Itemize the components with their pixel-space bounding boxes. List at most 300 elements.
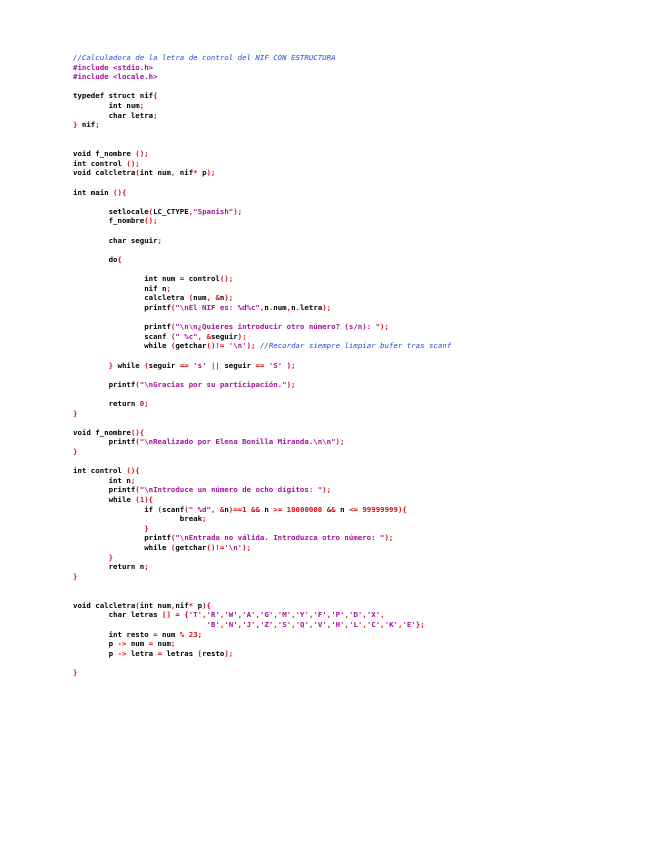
code-punctuation: ( — [148, 206, 154, 216]
code-line — [73, 149, 633, 159]
code-text: int num — [139, 600, 171, 610]
code-punctuation: ( — [157, 504, 162, 514]
code-number: 10000000 — [286, 504, 323, 514]
code-text: num — [126, 639, 149, 649]
code-text: if — [73, 504, 158, 514]
code-punctuation: ( — [170, 331, 176, 341]
code-punctuation: } — [73, 668, 78, 677]
code-text: void f_nombre — [73, 427, 131, 437]
code-line — [73, 457, 633, 467]
code-punctuation: (){ — [126, 466, 140, 476]
code-text: printf — [73, 533, 171, 543]
code-text: seguir — [219, 360, 256, 370]
code-text: printf — [73, 437, 136, 447]
code-punctuation: ); — [380, 322, 389, 332]
code-punctuation: ); — [224, 293, 234, 303]
code-punctuation: (); — [144, 216, 158, 226]
code-text: num — [157, 629, 180, 639]
code-string: 'D' — [349, 610, 363, 620]
code-punctuation: [ — [197, 648, 203, 658]
code-string: "\nEl NIF es: %d%c" — [175, 302, 260, 312]
code-string: 'E' — [402, 619, 416, 629]
code-punctuation: } — [73, 571, 78, 581]
code-text: scanf — [73, 331, 171, 341]
code-line — [73, 437, 633, 447]
code-line — [73, 82, 633, 92]
code-string: 'Y' — [295, 610, 309, 620]
code-punctuation: , — [362, 610, 367, 620]
code-text: nif — [175, 600, 189, 610]
code-punctuation: , — [291, 619, 296, 629]
code-text: printf — [73, 302, 171, 312]
code-punctuation: ( — [135, 379, 140, 389]
code-punctuation: ); — [286, 360, 296, 370]
code-line — [73, 101, 633, 111]
code-text: setlocale — [73, 206, 149, 216]
code-punctuation: , — [219, 610, 225, 620]
code-text: char letra — [73, 110, 154, 120]
code-line — [73, 658, 633, 668]
code-punctuation: ); — [322, 302, 332, 312]
code-punctuation: ); — [246, 341, 256, 351]
code-string: 'F' — [313, 610, 327, 620]
code-punctuation: )== — [228, 504, 243, 514]
code-punctuation: ; — [139, 101, 145, 111]
code-punctuation: ; — [166, 283, 171, 293]
code-punctuation: , — [273, 610, 278, 620]
code-punctuation: = — [153, 629, 158, 639]
code-punctuation: , — [237, 610, 243, 620]
code-punctuation: ; — [197, 629, 203, 639]
code-line — [73, 399, 633, 409]
code-text: int control — [73, 466, 127, 476]
code-string: "\nRealizado por Elena Bonilla Miranda.\n\n" — [139, 437, 336, 447]
code-punctuation: & — [206, 331, 211, 341]
code-line — [73, 188, 633, 198]
code-string: 'C' — [366, 619, 381, 629]
code-punctuation: -> — [117, 648, 127, 658]
code-text: while — [73, 341, 171, 351]
code-punctuation: ()!= — [206, 543, 225, 553]
code-text: char seguir — [73, 235, 158, 245]
code-punctuation: , — [326, 619, 332, 629]
code-string: 'K' — [384, 619, 398, 629]
code-punctuation: } — [73, 360, 114, 370]
code-line — [73, 572, 633, 582]
code-line — [73, 476, 633, 486]
code-line — [73, 418, 633, 428]
code-document — [73, 53, 633, 678]
code-punctuation: && — [326, 504, 336, 514]
code-text: while — [113, 360, 145, 370]
code-punctuation: == — [255, 360, 265, 370]
code-string: 'G' — [259, 610, 274, 620]
code-string: 'B' — [206, 619, 220, 629]
code-line — [73, 524, 633, 534]
code-line — [73, 284, 633, 294]
code-text: do — [73, 254, 118, 264]
code-line — [73, 139, 633, 149]
code-line — [73, 601, 633, 611]
code-string: 'T' — [188, 610, 203, 620]
code-line — [73, 562, 633, 572]
code-line — [73, 255, 633, 265]
code-punctuation: , — [170, 168, 176, 178]
code-text: control — [184, 274, 220, 284]
code-punctuation: ( — [188, 293, 194, 303]
code-punctuation: ); — [242, 543, 252, 553]
code-text: nif n — [73, 283, 167, 293]
code-line — [73, 72, 633, 82]
code-punctuation: } — [73, 446, 78, 456]
code-punctuation: , — [237, 619, 243, 629]
code-punctuation: ; — [170, 639, 176, 649]
code-punctuation: -> — [117, 639, 127, 649]
code-text — [73, 620, 207, 629]
code-text: break — [73, 514, 203, 524]
code-text: p — [73, 648, 118, 658]
code-punctuation: * — [188, 600, 194, 610]
code-punctuation: , — [197, 331, 203, 341]
code-punctuation: ){ — [144, 495, 154, 505]
code-text: letra — [299, 302, 323, 312]
code-number: 1 — [139, 495, 145, 505]
code-punctuation: , — [291, 610, 296, 620]
code-punctuation: , — [380, 619, 385, 629]
code-punctuation: , — [170, 600, 176, 610]
code-punctuation: && — [251, 504, 260, 514]
code-text: resto — [202, 648, 225, 658]
code-number: 99999999 — [362, 504, 398, 514]
code-line — [73, 245, 633, 255]
code-line — [73, 293, 633, 303]
code-string: 'Z' — [259, 619, 274, 629]
code-comment: //Recordar siempre limpiar bufer tras scanf — [259, 341, 452, 351]
code-line — [73, 505, 633, 515]
code-text: void calcletra — [73, 168, 136, 178]
code-punctuation: (); — [135, 149, 149, 159]
code-line — [73, 207, 633, 217]
code-punctuation: ); — [335, 437, 345, 447]
code-punctuation: & — [215, 293, 220, 303]
code-string: 'S' — [268, 360, 283, 370]
code-punctuation: } — [73, 408, 78, 418]
code-punctuation: ( — [184, 504, 189, 514]
code-text: while — [73, 543, 171, 553]
code-punctuation: & — [219, 504, 225, 514]
code-punctuation: ); — [384, 533, 394, 543]
code-punctuation: ( — [135, 168, 140, 178]
code-punctuation: } — [73, 523, 149, 533]
code-line — [73, 130, 633, 140]
code-text: int n — [73, 475, 131, 485]
code-string: "Spanish" — [193, 206, 234, 216]
code-text: letra — [126, 648, 158, 658]
code-text: return n — [73, 562, 145, 572]
code-string: 'M' — [277, 610, 292, 620]
code-line — [73, 649, 633, 659]
code-text: return — [73, 398, 140, 408]
code-line — [73, 582, 633, 592]
code-text: while — [73, 495, 136, 505]
code-line — [73, 111, 633, 121]
code-string: '\n' — [228, 341, 247, 351]
code-line — [73, 514, 633, 524]
code-punctuation: , — [255, 619, 260, 629]
code-string: 'Q' — [295, 619, 309, 629]
code-punctuation: , — [380, 610, 385, 620]
code-punctuation: ( — [170, 533, 176, 543]
code-punctuation: , — [286, 302, 292, 312]
code-punctuation: % — [179, 629, 185, 639]
code-punctuation: . — [295, 302, 300, 312]
code-string: 'X' — [366, 610, 381, 620]
code-text: int resto — [73, 629, 154, 639]
code-text: n — [219, 293, 225, 303]
code-text: letras — [162, 648, 198, 658]
code-line — [73, 168, 633, 178]
code-punctuation: ); — [322, 485, 332, 495]
code-text: calcletra — [73, 293, 189, 303]
code-number: 1 — [242, 504, 247, 514]
code-line — [73, 197, 633, 207]
code-punctuation: <= — [348, 504, 358, 514]
code-line — [73, 485, 633, 495]
code-string: '\n' — [224, 543, 243, 553]
code-text: typedef struct nif — [73, 91, 154, 101]
code-punctuation: , — [202, 610, 207, 620]
code-punctuation: ); — [286, 379, 296, 389]
code-punctuation: = — [175, 610, 180, 620]
code-line — [73, 620, 633, 630]
code-line — [73, 630, 633, 640]
code-text: n — [291, 302, 296, 312]
code-line — [73, 639, 633, 649]
code-text: n — [264, 302, 269, 312]
code-text: num — [153, 639, 171, 649]
code-line — [73, 409, 633, 419]
code-text: char letras — [73, 610, 162, 620]
code-text: num — [273, 302, 287, 312]
code-string: 'V' — [313, 619, 327, 629]
code-line — [73, 380, 633, 390]
code-punctuation: ( — [170, 543, 176, 553]
code-punctuation: , — [206, 293, 211, 303]
code-line — [73, 274, 633, 284]
code-punctuation: >= — [273, 504, 283, 514]
code-punctuation: == — [179, 360, 189, 370]
code-text: printf — [73, 485, 136, 495]
code-string: #include <locale.h> — [73, 72, 158, 82]
code-text: void calcletra — [73, 600, 136, 610]
code-punctuation: * — [193, 168, 198, 178]
code-punctuation: ( — [144, 360, 149, 370]
code-line — [73, 53, 633, 63]
code-punctuation: , — [308, 610, 314, 620]
code-string: 'H' — [331, 619, 345, 629]
code-punctuation: = — [157, 648, 163, 658]
code-line — [73, 159, 633, 169]
code-line — [73, 120, 633, 130]
code-punctuation: , — [397, 619, 403, 629]
code-line — [73, 495, 633, 505]
code-text: int main — [73, 187, 114, 197]
code-comment: //Calculadora de la letra de control del NIF CON ESTRUCTURA — [73, 53, 336, 62]
code-punctuation: ()!= — [206, 341, 225, 351]
code-string: 'W' — [224, 610, 238, 620]
code-punctuation: ( — [170, 341, 176, 351]
code-line — [73, 351, 633, 361]
code-line — [73, 303, 633, 313]
code-punctuation: ; — [144, 562, 149, 572]
code-punctuation: = — [148, 639, 154, 649]
code-text: nif — [175, 168, 194, 178]
code-punctuation: , — [219, 619, 225, 629]
code-line — [73, 543, 633, 553]
code-number: 0 — [139, 398, 145, 408]
code-string: 's' — [193, 360, 207, 370]
code-punctuation: ( — [135, 495, 140, 505]
code-string: 'N' — [224, 619, 238, 629]
code-line — [73, 591, 633, 601]
code-line — [73, 668, 633, 678]
code-text: n — [224, 504, 229, 514]
code-line — [73, 332, 633, 342]
code-punctuation: . — [268, 302, 274, 312]
code-text: getchar — [175, 341, 207, 351]
code-string: "\nGracias por su participación." — [139, 379, 287, 389]
code-line — [73, 91, 633, 101]
code-punctuation: { — [184, 610, 189, 620]
code-string: 'P' — [331, 610, 345, 620]
code-punctuation: ); — [237, 331, 247, 341]
code-punctuation: , — [362, 619, 367, 629]
code-text: p — [197, 168, 207, 178]
code-text: scanf — [162, 504, 185, 514]
code-text: printf — [73, 322, 171, 332]
code-line — [73, 533, 633, 543]
code-punctuation: ){ — [397, 504, 407, 514]
code-string: "\nIntroduce un número de ocho dígitos: " — [139, 485, 323, 495]
code-punctuation: ; — [157, 235, 162, 245]
code-punctuation: (){ — [113, 187, 127, 197]
code-punctuation: , — [188, 206, 194, 216]
code-text: num — [193, 293, 207, 303]
code-punctuation: ); — [206, 168, 216, 178]
code-punctuation: , — [326, 610, 332, 620]
code-text: n — [259, 504, 274, 514]
code-punctuation: , — [210, 504, 216, 514]
code-punctuation: ]; — [224, 648, 234, 658]
code-string: "\n\n¿Quieres introducir otro número? (s/n): " — [175, 322, 381, 332]
code-punctuation: (); — [126, 158, 140, 168]
code-punctuation: || — [210, 360, 220, 370]
code-punctuation: { — [117, 254, 122, 264]
code-punctuation: ; — [95, 120, 100, 130]
code-string: 'L' — [349, 619, 363, 629]
code-line — [73, 389, 633, 399]
code-text: n — [335, 504, 349, 514]
code-text: int num — [73, 101, 140, 111]
code-punctuation: ( — [135, 437, 140, 447]
code-punctuation: , — [308, 619, 314, 629]
code-punctuation: ){ — [202, 600, 211, 610]
code-punctuation: (){ — [130, 427, 145, 437]
code-line — [73, 178, 633, 188]
code-text: printf — [73, 379, 136, 389]
code-punctuation: = — [179, 274, 185, 284]
code-line — [73, 236, 633, 246]
code-string: #include <stdio.h> — [73, 62, 154, 72]
code-line — [73, 610, 633, 620]
code-punctuation: ( — [135, 600, 140, 610]
code-text: int control — [73, 158, 127, 168]
code-text: LC_CTYPE — [153, 206, 189, 216]
code-line — [73, 226, 633, 236]
code-text: p — [193, 600, 203, 610]
code-string: " %c" — [175, 331, 198, 341]
code-punctuation: ; — [130, 475, 136, 485]
code-line — [73, 341, 633, 351]
code-line — [73, 447, 633, 457]
code-text: void f_nombre — [73, 149, 136, 159]
code-string: 'S' — [277, 619, 292, 629]
code-text: getchar — [175, 543, 207, 553]
code-string: 'R' — [206, 610, 220, 620]
code-punctuation: ; — [144, 398, 149, 408]
code-punctuation: }; — [415, 619, 425, 629]
code-text: int num — [139, 168, 171, 178]
code-line — [73, 466, 633, 476]
code-line — [73, 553, 633, 563]
code-text: p — [73, 639, 118, 649]
code-punctuation: } — [73, 120, 78, 130]
code-punctuation: , — [259, 302, 265, 312]
code-punctuation: ( — [170, 302, 176, 312]
code-punctuation: , — [344, 610, 350, 620]
code-punctuation: ; — [202, 514, 207, 524]
code-text: nif — [77, 120, 96, 130]
code-punctuation: } — [73, 552, 114, 562]
code-line — [73, 216, 633, 226]
code-text: int num — [73, 274, 180, 284]
code-string: 'J' — [242, 619, 256, 629]
code-punctuation: { — [153, 91, 158, 101]
code-text: f_nombre — [73, 216, 145, 226]
code-line — [73, 428, 633, 438]
code-string: 'A' — [242, 610, 256, 620]
code-punctuation: ( — [170, 322, 176, 332]
code-line — [73, 322, 633, 332]
code-string: " %d" — [188, 504, 211, 514]
code-line — [73, 63, 633, 73]
code-punctuation: , — [344, 619, 349, 629]
code-punctuation: ); — [233, 206, 243, 216]
code-punctuation: [] — [162, 610, 171, 620]
code-punctuation: (); — [219, 274, 234, 284]
code-string: "\nEntrada no válida. Introduzca otro número: " — [175, 533, 385, 543]
code-line — [73, 264, 633, 274]
code-line — [73, 312, 633, 322]
code-line — [73, 370, 633, 380]
code-punctuation: , — [255, 610, 260, 620]
code-text: seguir — [210, 331, 238, 341]
code-punctuation: ( — [135, 485, 140, 495]
code-number: 23 — [188, 629, 198, 639]
code-line — [73, 361, 633, 371]
code-punctuation: , — [273, 619, 278, 629]
code-punctuation: ; — [153, 110, 158, 120]
